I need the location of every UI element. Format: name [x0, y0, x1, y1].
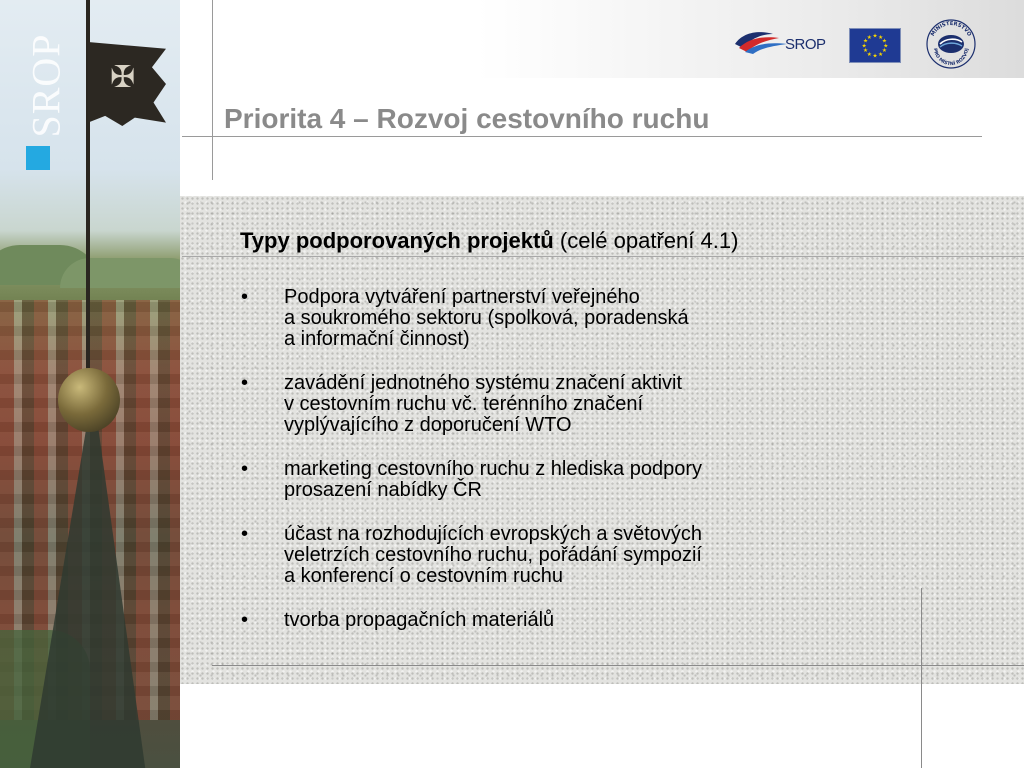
srop-logo-text: SROP — [785, 36, 826, 53]
srop-vertical-logo: SROP — [23, 32, 69, 138]
divider-subtitle — [182, 256, 1024, 257]
photo-hill — [60, 258, 180, 288]
accent-square — [26, 146, 50, 170]
bullet-marker: • — [241, 286, 249, 308]
svg-text:★: ★ — [863, 48, 869, 55]
bullet-line: Podpora vytváření partnerství veřejného — [284, 286, 640, 308]
section-subtitle — [240, 228, 738, 254]
photo-flag — [88, 42, 166, 126]
ministry-logo — [922, 18, 980, 70]
list-item — [240, 610, 840, 631]
bullet-line: zavádění jednotného systému značení aktivit — [284, 372, 683, 394]
bullet-marker: • — [241, 372, 249, 394]
svg-text:★: ★ — [863, 38, 869, 45]
bullet-marker: • — [241, 458, 249, 480]
subtitle-bold: Typy podporovaných projektů — [240, 228, 554, 253]
srop-swoosh-icon — [733, 28, 789, 54]
divider-vertical-top — [212, 0, 213, 180]
photo-spire-ball — [58, 368, 120, 432]
divider-title — [182, 136, 982, 137]
svg-text:★: ★ — [866, 34, 872, 41]
page-title: Priorita 4 – Rozvoj cestovního ruchu — [224, 103, 710, 134]
ministry-ring-top: MINISTERSTVO — [929, 20, 973, 38]
bullet-line: v cestovním ruchu vč. terénního značení — [284, 393, 644, 415]
bullet-line: vyplývajícího z doporučení WTO — [284, 414, 572, 436]
svg-text:★: ★ — [872, 53, 878, 60]
bullet-line: tvorba propagačních materiálů — [284, 609, 555, 631]
bullet-line: veletrzích cestovního ruchu, pořádání sympozií — [284, 544, 702, 566]
svg-text:★: ★ — [861, 43, 867, 50]
bullet-line: a konferencí o cestovním ruchu — [284, 565, 564, 587]
bullet-line: marketing cestovního ruchu z hlediska podpory — [284, 458, 703, 480]
divider-bottom — [212, 665, 1024, 666]
ministry-ring-bottom: PRO MÍSTNÍ ROZVOJ — [931, 47, 971, 68]
svg-text:★: ★ — [878, 51, 884, 58]
bullet-line: účast na rozhodujících evropských a světových — [284, 523, 702, 545]
bullet-line: a soukromého sektoru (spolková, poradenská — [284, 307, 689, 329]
svg-text:★: ★ — [883, 43, 889, 50]
svg-text:★: ★ — [878, 34, 884, 41]
divider-vertical-bottom — [921, 588, 922, 768]
list-item — [240, 459, 840, 501]
list-item — [240, 287, 840, 350]
subtitle-rest: (celé opatření 4.1) — [553, 228, 739, 253]
svg-text:★: ★ — [881, 48, 887, 55]
list-item — [240, 373, 840, 436]
eu-flag-icon — [849, 28, 901, 63]
svg-text:★: ★ — [866, 51, 872, 58]
svg-text:★: ★ — [881, 38, 887, 45]
bullet-list — [240, 287, 840, 654]
bullet-marker: • — [241, 523, 249, 545]
bullet-marker: • — [241, 609, 249, 631]
bullet-line: a informační činnost) — [284, 328, 470, 350]
svg-text:★: ★ — [872, 33, 878, 40]
list-item — [240, 524, 840, 587]
bullet-line: prosazení nabídky ČR — [284, 479, 482, 501]
srop-logo — [733, 22, 833, 62]
